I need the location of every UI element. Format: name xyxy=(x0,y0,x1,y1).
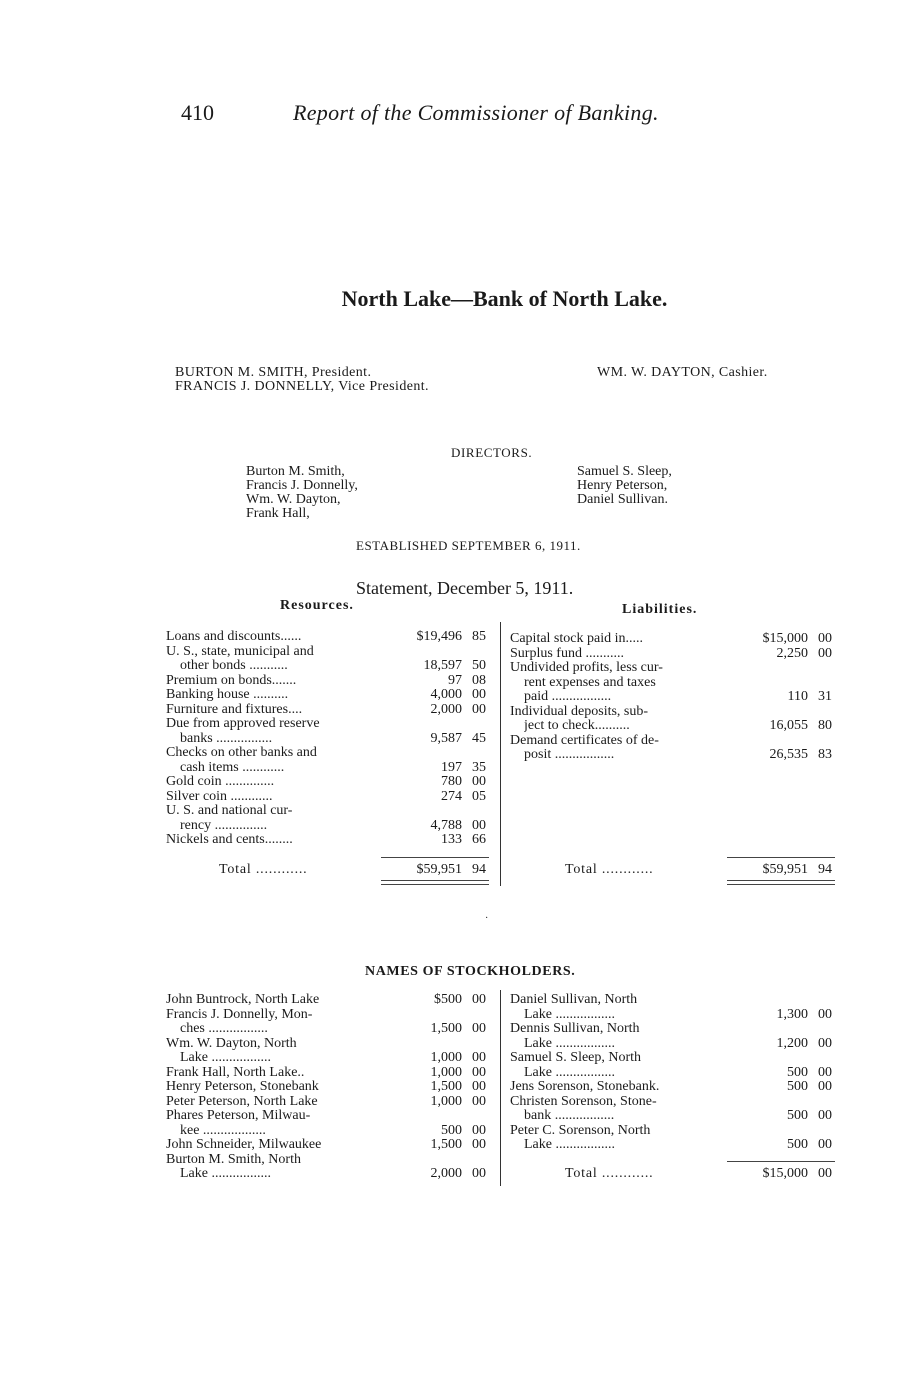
entry-cents: 00 xyxy=(818,645,832,661)
entry-label: ject to check.......... xyxy=(524,719,630,733)
entry-label: Daniel Sullivan, North xyxy=(510,993,638,1007)
liability-row xyxy=(510,647,840,662)
liabilities-total-dollars: $59,951 xyxy=(762,862,808,877)
entry-label: U. S., state, municipal and xyxy=(166,644,314,659)
entry-cents: 05 xyxy=(472,788,486,804)
resource-row xyxy=(166,688,496,703)
entry-cents: 08 xyxy=(472,672,486,688)
entry-cents: 66 xyxy=(472,832,486,847)
entry-cents: 00 xyxy=(818,1064,832,1080)
resource-row xyxy=(166,630,496,645)
resources-heading: Resources. xyxy=(280,598,354,613)
entry-label: other bonds ........... xyxy=(180,659,288,673)
entry-dollars: 1,500 xyxy=(430,1021,462,1036)
entry-cents: 00 xyxy=(472,1050,486,1065)
liability-row xyxy=(510,719,840,734)
resource-row xyxy=(166,775,496,790)
entry-label: U. S. and national cur- xyxy=(166,804,293,818)
stockholders-heading: NAMES OF STOCKHOLDERS. xyxy=(365,964,576,979)
liability-row xyxy=(510,734,840,749)
resources-total-double-rule-1 xyxy=(381,880,489,881)
entry-label: Wm. W. Dayton, North xyxy=(166,1036,297,1051)
entry-dollars: 500 xyxy=(787,1064,808,1080)
entry-label: Lake ................. xyxy=(180,1167,271,1181)
entry-label: Lake ................. xyxy=(524,1007,615,1022)
director-name: Wm. W. Dayton, xyxy=(246,492,341,507)
entry-cents: 00 xyxy=(472,1122,486,1138)
resource-row xyxy=(166,659,496,674)
entry-label: cash items ............ xyxy=(180,760,285,775)
resource-row xyxy=(166,804,496,819)
entry-dollars: 4,000 xyxy=(430,687,462,702)
entry-label: Lake ................. xyxy=(524,1036,615,1051)
entry-label: Peter C. Sorenson, North xyxy=(510,1123,651,1138)
entry-dollars: 2,250 xyxy=(776,645,808,661)
stockholders-column-divider xyxy=(500,990,501,1186)
entry-label: kee .................. xyxy=(180,1123,266,1138)
entry-dollars: $15,000 xyxy=(762,631,808,646)
entry-label: Furniture and fixtures.... xyxy=(166,702,303,717)
entry-cents: 00 xyxy=(472,817,486,833)
entry-dollars: $500 xyxy=(434,992,462,1007)
entry-label: Premium on bonds....... xyxy=(166,673,297,688)
directors-left xyxy=(246,465,358,521)
entry-dollars: 274 xyxy=(441,788,462,804)
entry-label: Burton M. Smith, North xyxy=(166,1152,301,1167)
entry-label: Checks on other banks and xyxy=(166,746,317,760)
entry-label: Lake ................. xyxy=(180,1051,271,1065)
bank-title xyxy=(0,286,899,312)
entry-cents: 00 xyxy=(818,1137,832,1152)
entry-label: Frank Hall, North Lake.. xyxy=(166,1065,305,1080)
entry-cents: 00 xyxy=(472,1079,486,1094)
liabilities-total-rule xyxy=(727,857,835,858)
entry-label: posit ................. xyxy=(524,748,615,762)
liabilities-total-label: Total ............ xyxy=(565,862,654,877)
entry-label: Nickels and cents........ xyxy=(166,833,293,847)
entry-label: Phares Peterson, Milwau- xyxy=(166,1109,311,1123)
entry-label: Gold coin .............. xyxy=(166,775,275,789)
entry-cents: 00 xyxy=(818,1108,832,1123)
entry-dollars: 1,000 xyxy=(430,1064,462,1080)
entry-dollars: 1,200 xyxy=(776,1035,808,1051)
entry-cents: 00 xyxy=(472,992,486,1007)
entry-label: bank ................. xyxy=(524,1109,615,1123)
resources-total-dollars: $59,951 xyxy=(416,862,462,877)
resource-row xyxy=(166,833,496,848)
entry-label: rent expenses and taxes xyxy=(524,675,656,690)
liabilities-total-double-rule-2 xyxy=(727,884,835,885)
printer-mark: · xyxy=(485,913,489,924)
entry-label: Lake ................. xyxy=(524,1138,615,1152)
vice-president: FRANCIS J. DONNELLY, Vice President. xyxy=(175,379,429,394)
liabilities-total-double-rule-1 xyxy=(727,880,835,881)
entry-dollars: 197 xyxy=(441,759,462,775)
resources-total-label: Total ............ xyxy=(219,862,308,877)
entry-cents: 00 xyxy=(472,1093,486,1109)
entry-label: Dennis Sullivan, North xyxy=(510,1022,640,1036)
liability-row xyxy=(510,748,840,763)
entry-label: Loans and discounts...... xyxy=(166,630,302,644)
entry-label: Christen Sorenson, Stone- xyxy=(510,1094,657,1109)
entry-label: Silver coin ............ xyxy=(166,789,273,804)
liability-row xyxy=(510,676,840,691)
entry-cents: 31 xyxy=(818,689,832,704)
entry-label: John Buntrock, North Lake xyxy=(166,993,320,1007)
entry-label: ches ................. xyxy=(180,1022,268,1036)
entry-label: Capital stock paid in..... xyxy=(510,632,643,646)
entry-dollars: 16,055 xyxy=(769,718,808,733)
entry-dollars: 26,535 xyxy=(769,747,808,762)
entry-label: Due from approved reserve xyxy=(166,717,320,731)
entry-dollars: 110 xyxy=(787,689,808,704)
entry-cents: 83 xyxy=(818,747,832,762)
entry-label: Individual deposits, sub- xyxy=(510,704,649,719)
entry-cents: 00 xyxy=(472,701,486,717)
president: BURTON M. SMITH, President. xyxy=(175,365,372,380)
liabilities-table xyxy=(510,632,840,763)
officers-left xyxy=(175,366,429,394)
entry-cents: 50 xyxy=(472,658,486,673)
stockholders-total-rule xyxy=(727,1161,835,1162)
entry-cents: 00 xyxy=(818,1006,832,1022)
running-title: Report of the Commissioner of Banking. xyxy=(293,100,659,125)
resource-row xyxy=(166,717,496,732)
liability-row xyxy=(510,705,840,720)
entry-cents: 85 xyxy=(472,629,486,644)
liability-row xyxy=(510,690,840,705)
resource-row xyxy=(166,790,496,805)
stockholders-total-dollars: $15,000 xyxy=(762,1166,808,1181)
entry-dollars: 1,500 xyxy=(430,1079,462,1094)
entry-dollars: 133 xyxy=(441,832,462,847)
stockholders-total-label: Total ............ xyxy=(565,1166,654,1181)
director-name: Henry Peterson, xyxy=(577,478,668,493)
entry-label: Demand certificates of de- xyxy=(510,733,659,748)
entry-label: Surplus fund ........... xyxy=(510,646,624,661)
resources-total-cents: 94 xyxy=(472,862,486,877)
entry-dollars: 18,597 xyxy=(423,658,462,673)
entry-cents: 00 xyxy=(472,1064,486,1080)
entry-dollars: $19,496 xyxy=(416,629,462,644)
liabilities-heading: Liabilities. xyxy=(622,602,698,617)
entry-cents: 00 xyxy=(472,1166,486,1181)
bank-title-text: North Lake—Bank of North Lake. xyxy=(341,286,668,311)
directors-right xyxy=(577,465,672,507)
entry-cents: 00 xyxy=(472,1021,486,1036)
resource-row xyxy=(166,746,496,761)
page-number: 410 xyxy=(181,100,214,125)
liability-row xyxy=(510,661,840,676)
entry-cents: 00 xyxy=(818,631,832,646)
entry-cents: 35 xyxy=(472,759,486,775)
cashier: WM. W. DAYTON, Cashier. xyxy=(597,365,768,380)
resource-row xyxy=(166,761,496,776)
entry-label: paid ................. xyxy=(524,690,612,704)
statement-title: Statement, December 5, 1911. xyxy=(356,578,574,598)
established-date: ESTABLISHED SEPTEMBER 6, 1911. xyxy=(356,538,581,553)
resources-table xyxy=(166,630,496,848)
entry-cents: 00 xyxy=(472,1137,486,1152)
resources-total-double-rule-2 xyxy=(381,884,489,885)
entry-label: Lake ................. xyxy=(524,1065,615,1080)
entry-cents: 80 xyxy=(818,718,832,733)
director-name: Frank Hall, xyxy=(246,506,310,521)
stockholders-total-cents: 00 xyxy=(818,1166,832,1181)
directors-heading: DIRECTORS. xyxy=(451,445,533,460)
entry-dollars: 1,000 xyxy=(430,1050,462,1065)
entry-label: Banking house .......... xyxy=(166,688,289,702)
liability-row xyxy=(510,632,840,647)
entry-cents: 00 xyxy=(472,774,486,789)
entry-label: Samuel S. Sleep, North xyxy=(510,1051,642,1065)
entry-dollars: 1,300 xyxy=(776,1006,808,1022)
entry-label: Undivided profits, less cur- xyxy=(510,661,663,675)
entry-cents: 00 xyxy=(818,1035,832,1051)
entry-dollars: 780 xyxy=(441,774,462,789)
entry-label: Henry Peterson, Stonebank xyxy=(166,1080,319,1094)
resource-row xyxy=(166,819,496,834)
entry-dollars: 2,000 xyxy=(430,1166,462,1181)
entry-label: rency ............... xyxy=(180,818,268,833)
entry-label: Jens Sorenson, Stonebank. xyxy=(510,1080,660,1094)
resource-row xyxy=(166,732,496,747)
entry-label: banks ................ xyxy=(180,731,273,746)
resource-row xyxy=(166,674,496,689)
entry-dollars: 1,500 xyxy=(430,1137,462,1152)
entry-label: John Schneider, Milwaukee xyxy=(166,1138,322,1152)
resources-total-rule xyxy=(381,857,489,858)
entry-dollars: 9,587 xyxy=(430,730,462,746)
entry-cents: 00 xyxy=(818,1079,832,1094)
liabilities-total-cents: 94 xyxy=(818,862,832,877)
entry-dollars: 500 xyxy=(441,1122,462,1138)
statement-column-divider xyxy=(500,622,501,886)
entry-cents: 45 xyxy=(472,730,486,746)
resource-row xyxy=(166,645,496,660)
entry-dollars: 500 xyxy=(787,1108,808,1123)
entry-label: Francis J. Donnelly, Mon- xyxy=(166,1007,313,1022)
resource-row xyxy=(166,703,496,718)
entry-dollars: 97 xyxy=(448,672,462,688)
director-name: Burton M. Smith, xyxy=(246,464,345,479)
director-name: Samuel S. Sleep, xyxy=(577,464,672,479)
director-name: Daniel Sullivan. xyxy=(577,492,668,507)
entry-dollars: 500 xyxy=(787,1137,808,1152)
entry-dollars: 500 xyxy=(787,1079,808,1094)
entry-dollars: 1,000 xyxy=(430,1093,462,1109)
director-name: Francis J. Donnelly, xyxy=(246,478,358,493)
entry-cents: 00 xyxy=(472,687,486,702)
entry-dollars: 4,788 xyxy=(430,817,462,833)
entry-label: Peter Peterson, North Lake xyxy=(166,1094,318,1109)
entry-dollars: 2,000 xyxy=(430,701,462,717)
